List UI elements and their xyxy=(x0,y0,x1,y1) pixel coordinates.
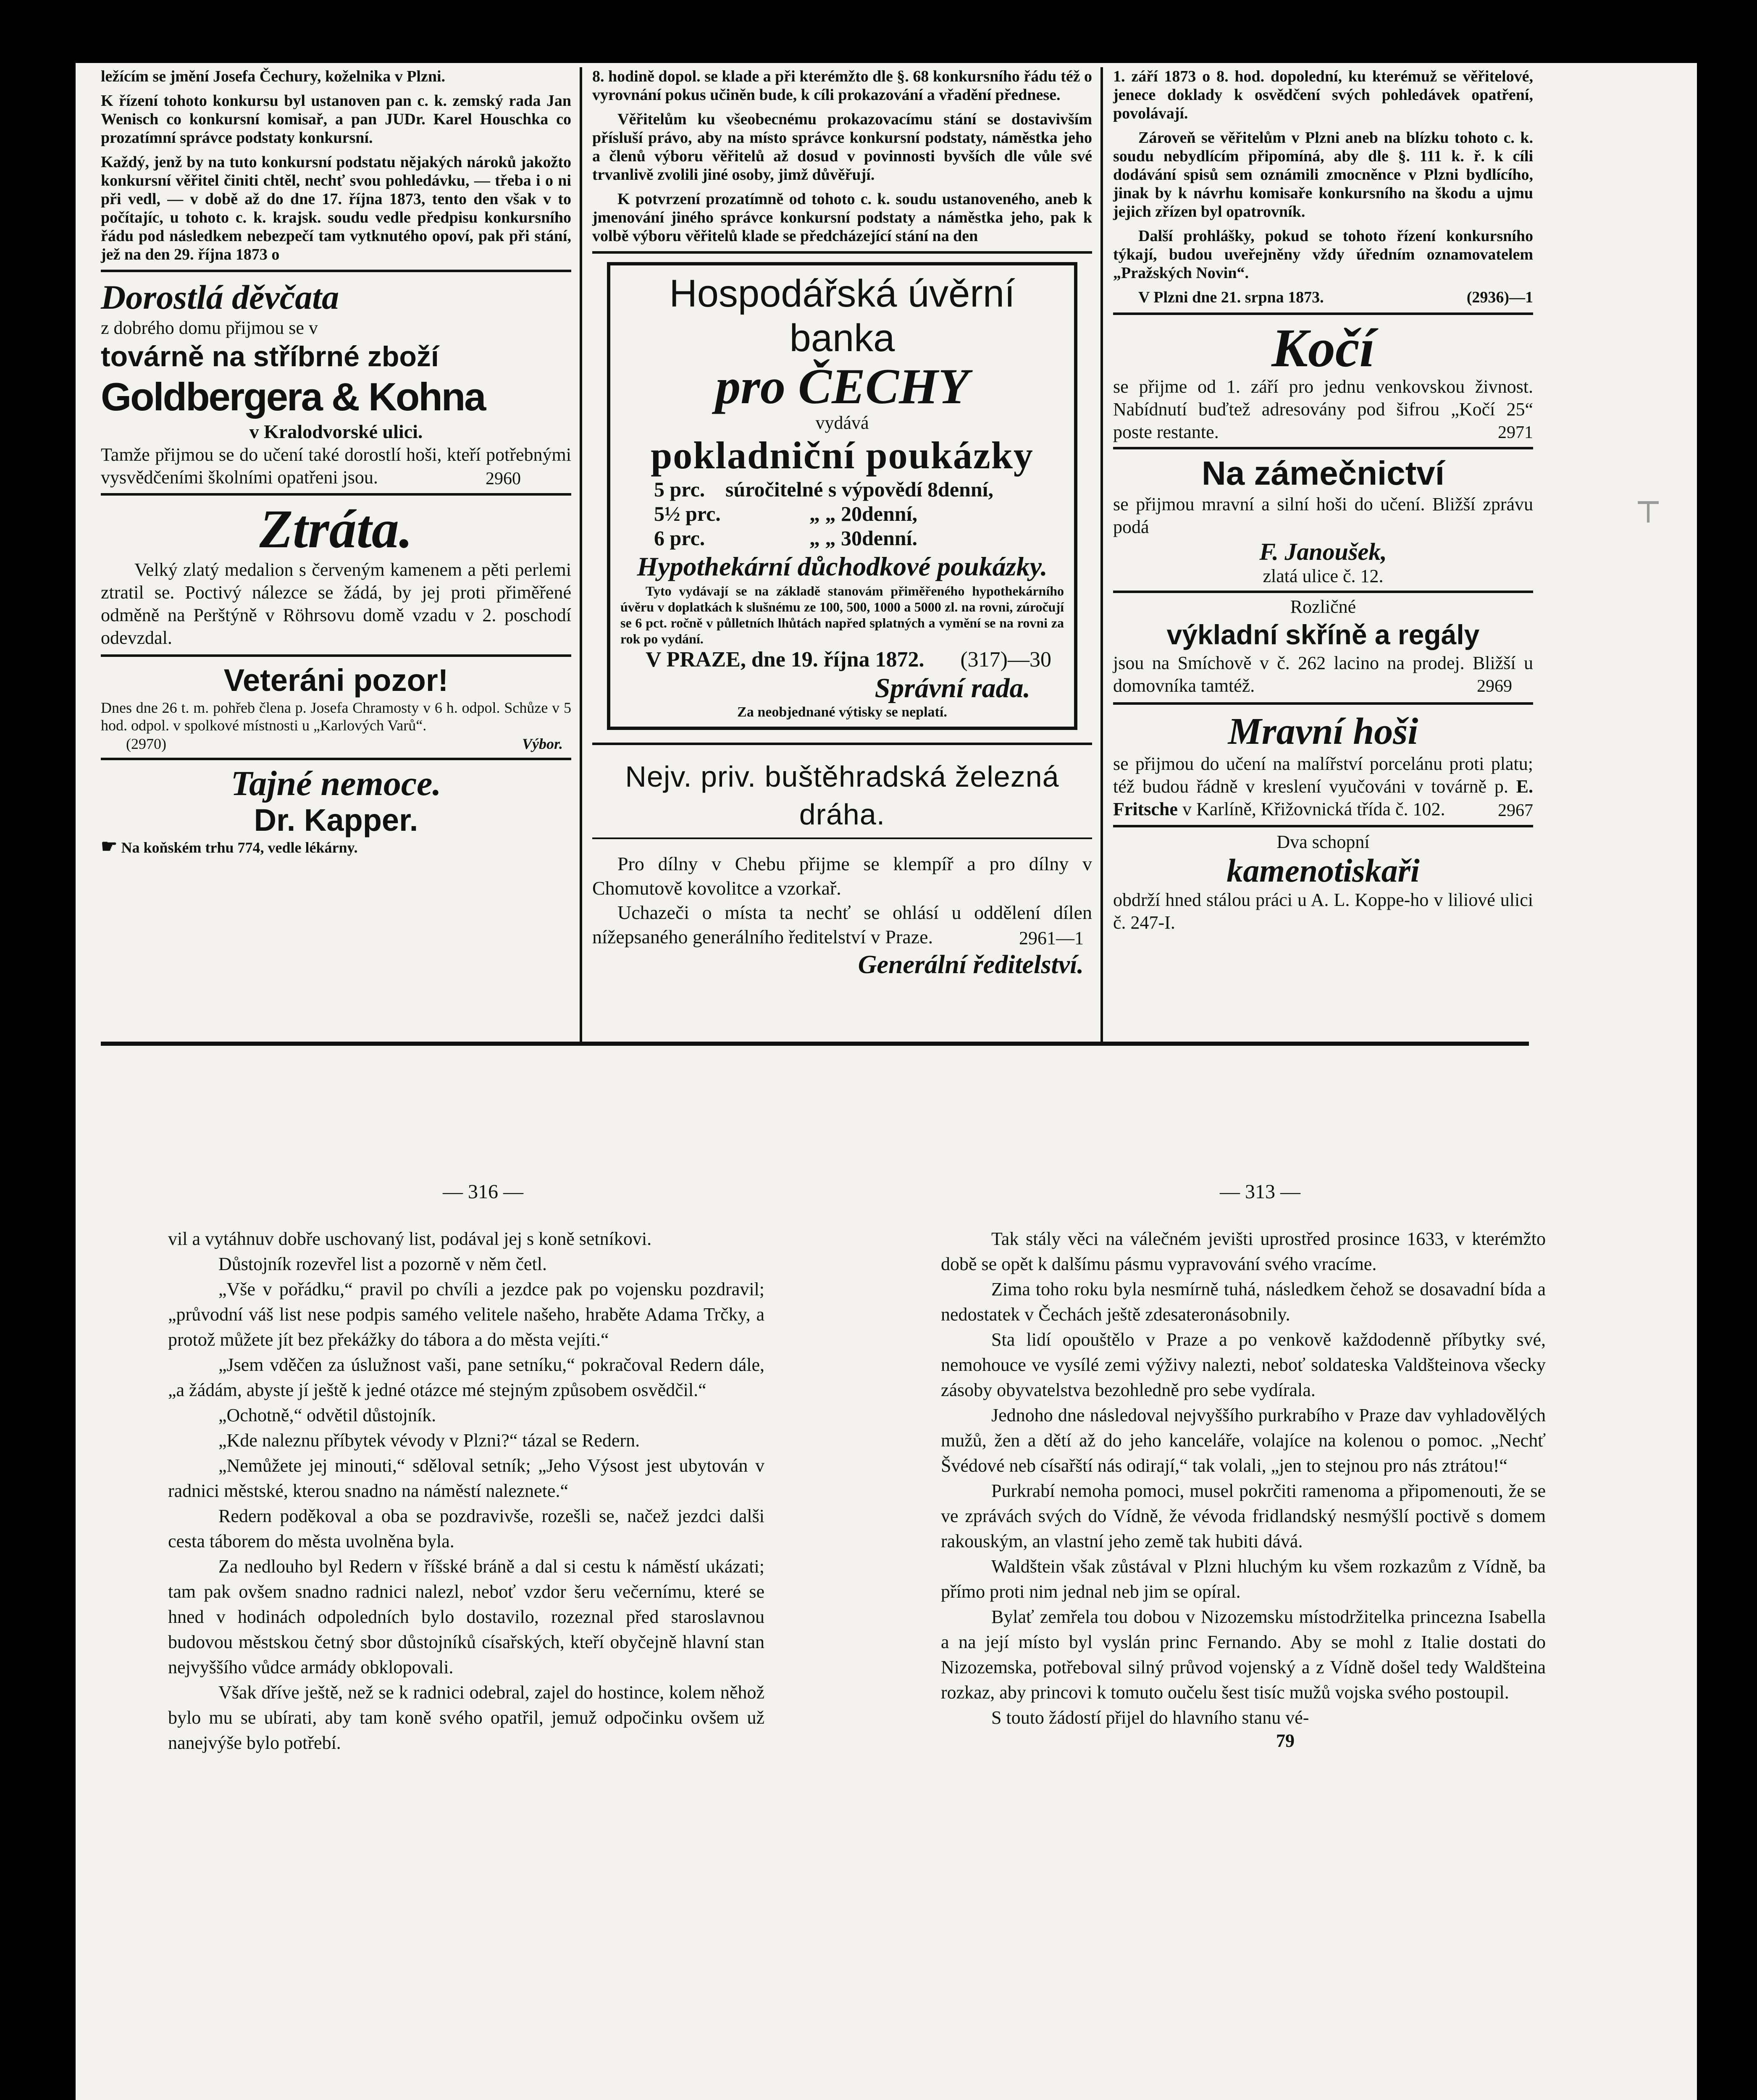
paragraph: K potvrzení prozatímně od tohoto c. k. soudu ustanoveného, aneb k jmenování jiného správce konkursní podstaty a náměstka jeho, pak k volbě výboru věřitelů klade se předcházející stání na den xyxy=(592,190,1092,245)
ad-text: se přijmou do učení na malířství porcelánu proti platu; též budou řádně v kreslení vyučováni v továrně p. xyxy=(1113,753,1533,797)
paragraph: Však dříve ještě, než se k radnici odebral, zajel do hostince, kolem něhož bylo mu se ubírati, aby tam koně svého opatřil, jemuž odpočinku ovšem už nanejvýše bylo potřebí. xyxy=(168,1682,764,1753)
ad-mravni-hosi xyxy=(1113,711,1533,821)
ad-footer xyxy=(101,734,571,753)
ad-veterani xyxy=(101,662,571,753)
ad-vykladni-skrine xyxy=(1113,596,1533,696)
bank-product-2: Hypothekární důchodkové poukázky. xyxy=(637,551,1048,581)
book-page-left xyxy=(168,1226,764,1756)
ad-kamenotiskari xyxy=(1113,832,1533,934)
book-page-right xyxy=(941,1226,1546,1751)
paragraph: Sta lidí opouštělo v Praze a po venkově každodenně příbytky své, nemohouce ve vysílé zemi výživy nalezti, neboť soldateska Valdšteinova všecky zásoby obyvatelstva bezohledně pro sebe vydírala. xyxy=(941,1329,1546,1400)
ad-separator xyxy=(101,654,571,657)
signature-mark: 79 xyxy=(1276,1730,1295,1751)
paragraph: Zároveň se věřitelům v Plzni aneb na blízku tohoto c. k. soudu nebydlícím připomíná, aby dle §. 111 k. ř. k cíli dodávání spisů sem oznámili zmocněnce v Plzni bydlícího, jinak by k návrhu komisaře konkursního na škodu a ujmu jejich zřízen byl opatrovník. xyxy=(1113,129,1533,220)
ad-title: Tajné nemoce. xyxy=(231,764,441,803)
ad-title: Dorostlá děvčata xyxy=(101,278,339,316)
paragraph: „Vše v pořádku,“ pravil po chvíli a jezdce pak po vojensku pozdravil; „průvodní váš list nese podpis samého velitele našeho, hraběte Adama Trčky, a protož můžete jít bez překážky do tábora a do města vejíti.“ xyxy=(168,1279,764,1350)
ad-number: 2971 xyxy=(1498,423,1533,442)
paragraph: Věřitelům ku všeobecnému prokazovacímu stání se dostavivším přísluší právo, aby na místo správce konkursní podstaty, náměstka jeho a členů výboru věřitelů až dosud v povinnosti byvších dle vůle své trvanlivě zvolili jiné osoby, jimž důvěřují. xyxy=(592,110,1092,184)
ad-text: Tamže přijmou se do učení také dorostlí hoši, kteří potřebnými vysvědčeními školními opatřeni jsou. xyxy=(101,444,571,488)
paragraph: „Ochotně,“ odvětil důstojník. xyxy=(218,1405,436,1425)
ad-address: v Karlíně, Křižovnická třída č. 102. xyxy=(1182,799,1445,819)
ad-separator xyxy=(101,493,571,496)
rate-terms: „ „ 30denní. xyxy=(809,526,918,550)
ad-number: 2961—1 xyxy=(1019,928,1084,948)
paragraph: „Kde naleznu příbytek vévody v Plzni?“ tázal se Redern. xyxy=(218,1430,640,1451)
paragraph: Zima toho roku byla nesmírně tuhá, následkem čehož se dosavadní bída a nedostatek v Čechách ještě zdesateronásobnily. xyxy=(941,1279,1546,1325)
rate: 5½ prc. xyxy=(654,502,721,525)
page-number-right: — 313 — xyxy=(1220,1181,1300,1203)
bank-region: pro ČECHY xyxy=(715,358,969,414)
paragraph: Redern poděkoval a oba se pozdravivše, rozešli se, načež jezdci dalši cesta táborem do města uvolněna byla. xyxy=(168,1506,764,1551)
ad-text: jsou na Smíchově v č. 262 lacino na prodej. Bližší u domovníka tamtéž. xyxy=(1113,653,1533,696)
page-number-left: — 316 — xyxy=(443,1181,523,1203)
bank-rate-row xyxy=(654,501,1064,526)
ad-separator xyxy=(592,743,1092,745)
paragraph: Jednoho dne následoval nejvyššího purkrabího v Praze dav vyhladovělých mužů, žen a dětí až do jeho kanceláře, volajíce na kolenou o pomoc. „Nechť Švédové neb císařští nás odirají,“ tak volali, „jen to stejnou pro nás ztrátou!“ xyxy=(941,1405,1546,1476)
ad-separator xyxy=(592,251,1092,254)
ad-text: Uchazeči o místa ta nechť se ohlásí u oddělení dílen nížepsaného generálního ředitelství v Praze. xyxy=(592,902,1092,948)
newspaper-column-2 xyxy=(592,67,1092,980)
ad-address: Na koňském trhu 774, vedle lékárny. xyxy=(121,839,358,856)
ad-separator xyxy=(1113,825,1533,827)
paragraph: ležícím se jmění Josefa Čechury, koželnika v Plzni. xyxy=(101,68,446,85)
ad-address: v Kralodvorské ulici. xyxy=(249,421,423,442)
ad-text: Pro dílny v Chebu přijme se klempíř a pro dílny v Chomutově kovolitce a vzorkař. xyxy=(592,853,1092,899)
ad-koci xyxy=(1113,318,1533,443)
bank-date-row xyxy=(620,647,1064,673)
ad-railway xyxy=(592,758,1092,980)
paragraph: S touto žádostí přijel do hlavního stanu vé- xyxy=(991,1707,1309,1728)
bank-product: pokladniční poukázky xyxy=(651,434,1034,477)
bank-rate-row xyxy=(654,526,1064,550)
company-name: Goldbergera & Kohna xyxy=(101,375,485,419)
ad-name: E. Fritsche xyxy=(1113,776,1533,819)
rate-terms: „ „ 20denní, xyxy=(809,502,918,525)
notice-text-col1 xyxy=(101,67,571,264)
bank-name: Hospodářská úvěrní banka xyxy=(669,272,1015,360)
ad-separator xyxy=(101,270,571,272)
ad-line: Rozličné xyxy=(1290,596,1356,617)
paragraph: Bylať zemřela tou dobou v Nizozemsku místodržitelka princezna Isabella a na její místo byl vyslán princ Fernando. Aby se mohl z Italie dostati do Nizozemska, potřeboval silný průvod vojenský a z Vídně došel tedy Waldšteina rozkaz, aby princovi k tomuto oučelu šest tisíc mužů vojska svého postoupil. xyxy=(941,1606,1546,1703)
notice-text-col3 xyxy=(1113,67,1533,307)
rate-terms: súročitelné s výpovědí 8denní, xyxy=(725,478,994,501)
paragraph: Další prohlášky, pokud se tohoto řízení konkursního týkají, budou uveřejněny vždy úředním oznamovatelem „Pražských Novin“. xyxy=(1113,227,1533,282)
paragraph xyxy=(1113,288,1533,307)
paragraph: 1. září 1873 o 8. hod. dopolední, ku kterémuž se věřitelové, jenece doklady k osvědčení svých pohledávek opatření, povolávají. xyxy=(1113,68,1533,122)
ad-signature: Generální ředitelství. xyxy=(858,950,1084,979)
ad-address: zlatá ulice č. 12. xyxy=(1263,566,1384,586)
ad-separator xyxy=(1113,312,1533,315)
ad-title: Nejv. priv. buštěhradská železná dráha. xyxy=(625,760,1059,831)
column-rule-2 xyxy=(1100,67,1103,1042)
bank-footnote: Za neobjednané výtisky se neplatí. xyxy=(737,704,947,720)
ad-title: Kočí xyxy=(1271,318,1375,378)
ad-zamecnictvi xyxy=(1113,454,1533,587)
bank-verb: vydává xyxy=(815,412,869,433)
notice-text-col2 xyxy=(592,67,1092,245)
paragraph: Purkrabí nemoha pomoci, musel pokrčiti ramenoma a připomenouti, že se ve zprávách svých do Vídně, že vévoda fridlandský nesmýšlí poctivě s domem rakouským, an vlastní jeho země tak hubiti dává. xyxy=(941,1480,1546,1551)
scan-bleed-mark: ┬ xyxy=(1638,483,1659,522)
ad-ztrata xyxy=(101,500,571,649)
paragraph: „Jsem vděčen za úslužnost vaši, pane setníku,“ pokračoval Redern dále, „a žádám, abyste jí ještě k jedné otázce mé stejným způsobem osvědčil.“ xyxy=(168,1354,764,1400)
ad-text: se přijme od 1. září pro jednu venkovskou živnost. Nabídnutí buďtež adresovány pod šifrou „Kočí 25“ poste restante. xyxy=(1113,376,1533,442)
bank-signature: Správní rada. xyxy=(875,673,1030,704)
notice-number: (2936)—1 xyxy=(1466,289,1533,306)
ad-separator xyxy=(101,758,571,760)
ad-number: 2960 xyxy=(486,469,521,488)
paragraph: Tak stály věci na válečném jevišti uprostřed prosince 1633, v kterémžto době se opět k dalšímu pásmu vypravování svého vracíme. xyxy=(941,1228,1546,1274)
paragraph: Waldštein však zůstával v Plzni hluchým ku všem rozkazům z Vídně, ba přímo proti nim jednal neb jim se opíral. xyxy=(941,1556,1546,1602)
ad-text: Dnes dne 26 t. m. pohřeb člena p. Josefa Chramosty v 6 h. odpol. Schůze v 5 hod. odpol. v spolkové místnosti u „Karlových Varů“. xyxy=(101,699,571,734)
date-line: V Plzni dne 21. srpna 1873. xyxy=(1138,289,1324,306)
paragraph: „Nemůžete jej minouti,“ sděloval setník; „Jeho Výsost jest ubytován v radnici městské, kterou snadno na náměstí naleznete.“ xyxy=(168,1455,764,1501)
ad-title: Mravní hoši xyxy=(1228,711,1418,752)
ad-title: kamenotiskaři xyxy=(1226,852,1420,889)
pointing-hand-icon: ☛ xyxy=(101,836,118,857)
paragraph: Důstojník rozevřel list a pozorně v něm četl. xyxy=(218,1254,547,1274)
bank-date: V PRAZE, dne 19. října 1872. xyxy=(646,648,924,672)
ad-line: z dobrého domu přijmou se v xyxy=(101,318,318,338)
ad-separator xyxy=(1113,702,1533,705)
bank-text: Tyto vydávají se na základě stanovám přiměřeného hypothekárního úvěru v doplatkách k slušnému ze 100, 500, 1000 a 5000 zl. na rovni, zúročují se 6 pct. ročně v půlletních lhůtách napřed splatných a vymění se na rovni za rok po vydání. xyxy=(620,583,1064,646)
ad-title: výkladní skříně a regály xyxy=(1166,619,1480,650)
ad-dorostla-devcata xyxy=(101,278,571,489)
ad-name: Dr. Kapper. xyxy=(254,803,418,837)
ad-text: obdrží hned stálou práci u A. L. Koppe-ho v liliové ulici č. 247-I. xyxy=(1113,890,1533,933)
paragraph: vil a vytáhnuv dobře uschovaný list, podával jej s koně setníkovi. xyxy=(168,1228,652,1249)
ad-number: (2970) xyxy=(126,735,166,752)
ad-tajne-nemoce xyxy=(101,764,571,857)
ad-bank-box xyxy=(607,262,1077,730)
newspaper-bottom-rule xyxy=(101,1042,1529,1046)
paragraph: 8. hodině dopol. se klade a při kterémžto dle §. 68 konkursního řádu též o vyrovnání pokus učiněn bude, k cíli prokazování a vřadění přednese. xyxy=(592,68,1092,104)
ad-separator xyxy=(592,837,1092,839)
ad-line: továrně na stříbrné zboží xyxy=(101,341,439,373)
ad-text: Velký zlatý medalion s červeným kamenem a pěti perlemi ztratil se. Poctivý nálezce se žádá, by jej proti přiměřené odměně na Perštýně v Röhrsovu domě vzadu v 2. poschodí odevzdal. xyxy=(101,559,571,648)
ad-title: Na zámečnictví xyxy=(1201,454,1445,492)
paragraph: Každý, jenž by na tuto konkursní podstatu nějakých nároků jakožto konkursní věřitel činiti chtěl, nechť svou pohledávku, — třeba i o ni při vedl, — v době až do dne 17. října 1873, tento den však v to počítajíc, u tohoto c. k. krajsk. soudu vedle předpisu konkursního řádu pod následkem nebezpečí tam vytknutého opoví, pak při stání, jež na den 29. října 1873 o xyxy=(101,153,571,263)
bank-rates xyxy=(620,477,1064,550)
bank-number: (317)—30 xyxy=(960,648,1051,672)
ad-number: 2969 xyxy=(1477,677,1512,696)
rate: 5 prc. xyxy=(654,478,705,501)
ad-title: Veteráni pozor! xyxy=(223,663,449,698)
ad-signature: Výbor. xyxy=(522,735,563,752)
ad-separator xyxy=(1113,591,1533,593)
ad-number: 2967 xyxy=(1498,801,1533,820)
scanned-page xyxy=(76,63,1697,2100)
column-rule-1 xyxy=(580,67,582,1042)
newspaper-column-3 xyxy=(1113,67,1533,934)
rate: 6 prc. xyxy=(654,526,705,550)
ad-name: F. Janoušek, xyxy=(1259,538,1387,565)
newspaper-column-1 xyxy=(101,67,571,857)
ad-text: se přijmou mravní a silní hoši do učení. Bližší zprávu podá xyxy=(1113,494,1533,537)
ad-separator xyxy=(1113,447,1533,449)
ad-address-row xyxy=(101,837,571,857)
bank-rate-row xyxy=(654,477,1064,501)
paragraph: K řízení tohoto konkursu byl ustanoven pan c. k. zemský rada Jan Wenisch co konkursní komisař, a pan JUDr. Karel Houschka co prozatímní správce podstaty konkursní. xyxy=(101,92,571,147)
ad-line: Dva schopní xyxy=(1276,832,1370,852)
ad-title: Ztráta. xyxy=(259,499,413,559)
paragraph: Za nedlouho byl Redern v říšské bráně a dal si cestu k náměstí ukázati; tam pak ovšem snadno radnici nalezl, neboť vzdor šeru večernímu, které se hned v hodinách odpoledních bylo dostavilo, rozeznal před staroslavnou budovou městskou četný sbor důstojníků císařských, kteří obyčejně hlavní stan nejvyššího vůdce armády obklopovali. xyxy=(168,1556,764,1677)
